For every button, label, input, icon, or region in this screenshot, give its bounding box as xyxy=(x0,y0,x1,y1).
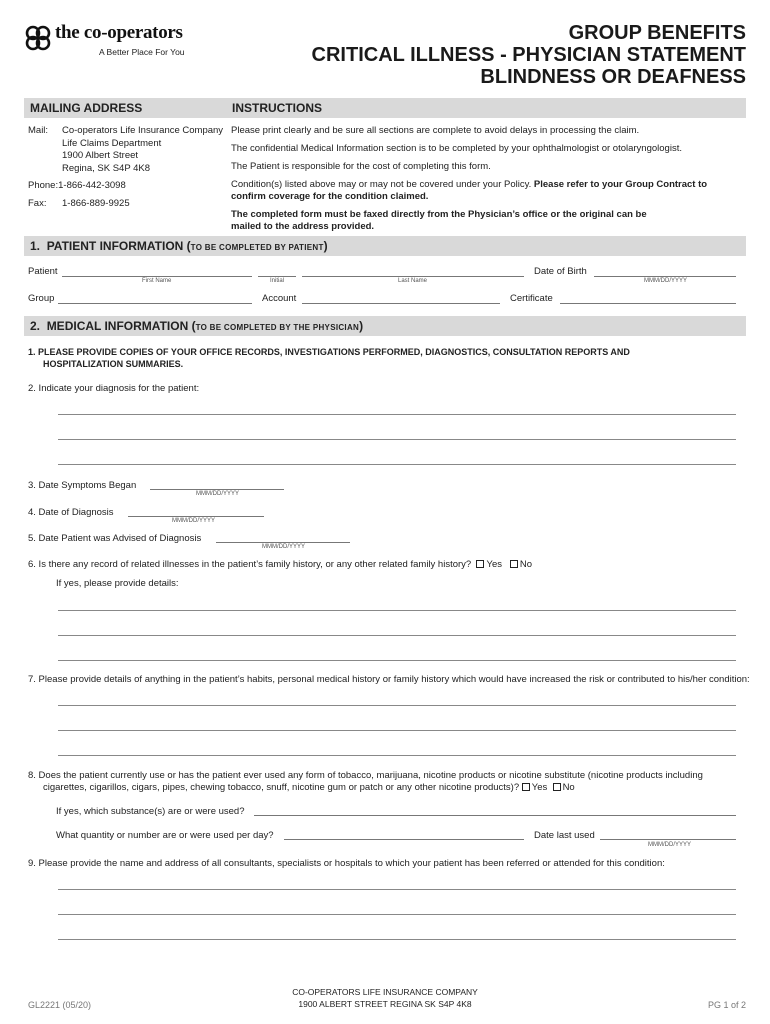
question-8-text: 8. Does the patient currently use or has the patient ever used any form of tobacco, marijuana, nicotine products or nicotine substitute (nicotine products including xyxy=(28,770,703,781)
address-line: Co-operators Life Insurance Company xyxy=(62,125,224,136)
address-line: Life Claims Department xyxy=(62,137,162,149)
address-line: Regina, SK S4P 4K8 xyxy=(62,162,151,174)
quantity-field[interactable] xyxy=(284,839,524,840)
mail-label: Mail: xyxy=(28,125,49,136)
account-label: Account xyxy=(262,293,297,304)
section-title-text: PATIENT INFORMATION ( xyxy=(46,239,191,253)
mailing-address xyxy=(62,125,223,175)
section-number: 1. xyxy=(30,239,41,253)
question-2: 2. Indicate your diagnosis for the patient: xyxy=(28,383,200,394)
diagnosis-line[interactable] xyxy=(58,414,736,415)
title-line: CRITICAL ILLNESS - PHYSICIAN STATEMENT xyxy=(311,44,746,66)
question-8-text-2: cigarettes, cigarillos, cigars, pipes, chewing tobacco, snuff, nicotine gum or patch or any other nicotine products)? xyxy=(43,782,520,793)
instruction-coverage-note: Condition(s) listed above may or may not be covered under your Policy. xyxy=(231,179,532,190)
date-hint: MMM/DD/YYYY xyxy=(172,518,216,524)
risk-factors-line[interactable] xyxy=(58,705,736,706)
footer-company xyxy=(0,986,770,1010)
instruction-line-2: The confidential Medical Information section is to be completed by your ophthalmologist or otolaryngologist. xyxy=(231,143,682,154)
question-6-text: 6. Is there any record of related illnesses in the patient’s family history, or any other related family history? xyxy=(28,559,472,570)
instruction-coverage-bold-2: confirm coverage for the condition claimed. xyxy=(231,191,429,202)
form-code: GL2221 (05/20) xyxy=(28,1000,92,1010)
mailing-heading: MAILING ADDRESS xyxy=(30,101,143,115)
consultants-line[interactable] xyxy=(58,939,736,940)
title-line: GROUP BENEFITS xyxy=(568,22,746,44)
footer-address: 1900 ALBERT STREET REGINA SK S4P 4K8 xyxy=(298,999,472,1009)
question-4: 4. Date of Diagnosis xyxy=(28,507,114,518)
question-1-text-2: HOSPITALIZATION SUMMARIES. xyxy=(43,359,184,369)
family-history-yes-checkbox[interactable] xyxy=(476,560,484,568)
question-6-details: If yes, please provide details: xyxy=(56,578,179,589)
phone-row xyxy=(28,180,126,191)
instruction-line-5 xyxy=(231,209,647,233)
section-2-title xyxy=(30,319,363,333)
fax-label: Fax: xyxy=(28,198,47,209)
date-hint: MMM/DD/YYYY xyxy=(196,491,240,497)
last-name-hint: Last Name xyxy=(398,278,428,284)
date-hint: MMM/DD/YYYY xyxy=(648,842,692,848)
section-title-close: ) xyxy=(359,319,364,333)
diagnosis-line[interactable] xyxy=(58,439,736,440)
instruction-line-3: The Patient is responsible for the cost of completing this form. xyxy=(231,161,491,172)
dob-label: Date of Birth xyxy=(534,266,587,277)
substance-label: If yes, which substance(s) are or were used? xyxy=(56,806,245,817)
cooperators-logo-icon xyxy=(24,24,52,52)
family-history-line[interactable] xyxy=(58,660,736,661)
group-field[interactable] xyxy=(58,303,252,304)
yes-label: Yes xyxy=(486,559,502,570)
phone-label: Phone: xyxy=(28,180,59,191)
advised-date-field[interactable] xyxy=(216,542,350,543)
no-label: No xyxy=(562,782,575,793)
title-line: BLINDNESS OR DEAFNESS xyxy=(480,66,746,88)
fax-number: 1-866-889-9925 xyxy=(62,198,130,209)
section-title-text: MEDICAL INFORMATION ( xyxy=(46,319,196,333)
section-1-title xyxy=(30,239,328,253)
risk-factors-line[interactable] xyxy=(58,730,736,731)
substance-field[interactable] xyxy=(254,815,736,816)
diagnosis-line[interactable] xyxy=(58,464,736,465)
section-2-header xyxy=(24,316,746,336)
family-history-line[interactable] xyxy=(58,610,736,611)
tobacco-no-checkbox[interactable] xyxy=(553,783,561,791)
section-subtitle: TO BE COMPLETED BY PATIENT xyxy=(190,243,324,252)
question-9: 9. Please provide the name and address of all consultants, specialists or hospitals to which your patient has been referred or attended for this condition: xyxy=(28,858,665,869)
initial-field[interactable] xyxy=(258,276,296,277)
tobacco-yes-checkbox[interactable] xyxy=(522,783,530,791)
instruction-fax-note: The completed form must be faxed directly from the Physician’s office or the original can be xyxy=(231,209,647,220)
certificate-field[interactable] xyxy=(560,303,736,304)
phone-number: 1-866-442-3098 xyxy=(58,180,126,191)
date-last-used-field[interactable] xyxy=(600,839,736,840)
family-history-no-checkbox[interactable] xyxy=(510,560,518,568)
instructions-heading: INSTRUCTIONS xyxy=(232,101,322,115)
group-label: Group xyxy=(28,293,55,304)
address-line: 1900 Albert Street xyxy=(62,150,139,161)
section-number: 2. xyxy=(30,319,41,333)
page-number: PG 1 of 2 xyxy=(707,1000,746,1010)
instruction-line-1: Please print clearly and be sure all sections are complete to avoid delays in processing the claim. xyxy=(231,125,640,136)
instruction-coverage-bold: Please refer to your Group Contract to xyxy=(533,179,708,190)
first-name-hint: First Name xyxy=(142,278,172,284)
account-field[interactable] xyxy=(302,303,500,304)
quantity-label: What quantity or number are or were used per day? xyxy=(56,830,274,841)
logo-tagline: A Better Place For You xyxy=(99,47,185,57)
question-1-text: 1. PLEASE PROVIDE COPIES OF YOUR OFFICE RECORDS, INVESTIGATIONS PERFORMED, DIAGNOSTICS, CONSULTATION REPORTS AND xyxy=(28,347,630,357)
no-label: No xyxy=(519,559,533,570)
question-6 xyxy=(28,559,532,570)
instruction-line-4 xyxy=(231,179,707,203)
date-last-used-label: Date last used xyxy=(534,830,595,841)
section-title-close: ) xyxy=(323,239,328,253)
company-logo xyxy=(24,22,204,66)
question-5: 5. Date Patient was Advised of Diagnosis xyxy=(28,533,202,544)
logo-name: the co-operators xyxy=(55,22,183,43)
family-history-line[interactable] xyxy=(58,635,736,636)
section-subtitle: TO BE COMPLETED BY THE PHYSICIAN xyxy=(195,323,360,332)
question-3: 3. Date Symptoms Began xyxy=(28,480,137,491)
diagnosis-date-field[interactable] xyxy=(128,516,264,517)
first-name-field[interactable] xyxy=(62,276,252,277)
question-8 xyxy=(28,770,703,794)
risk-factors-line[interactable] xyxy=(58,755,736,756)
certificate-label: Certificate xyxy=(510,293,553,304)
section-1-header xyxy=(24,236,746,256)
patient-label: Patient xyxy=(28,266,58,277)
consultants-line[interactable] xyxy=(58,889,736,890)
footer-company-name: CO-OPERATORS LIFE INSURANCE COMPANY xyxy=(292,987,478,997)
dob-hint: MMM/DD/YYYY xyxy=(644,278,688,284)
symptoms-date-field[interactable] xyxy=(150,489,284,490)
instruction-fax-note-2: mailed to the address provided. xyxy=(231,221,375,232)
consultants-line[interactable] xyxy=(58,914,736,915)
date-hint: MMM/DD/YYYY xyxy=(262,544,306,550)
yes-label: Yes xyxy=(531,782,548,793)
mailing-instructions-bar xyxy=(24,98,746,118)
question-7: 7. Please provide details of anything in the patient’s habits, personal medical history or family history which would have increased the risk or contributed to his/her condition: xyxy=(28,674,750,685)
question-1 xyxy=(28,346,630,370)
form-title xyxy=(312,22,746,88)
dob-field[interactable] xyxy=(594,276,736,277)
initial-hint: Initial xyxy=(270,278,285,284)
last-name-field[interactable] xyxy=(302,276,524,277)
